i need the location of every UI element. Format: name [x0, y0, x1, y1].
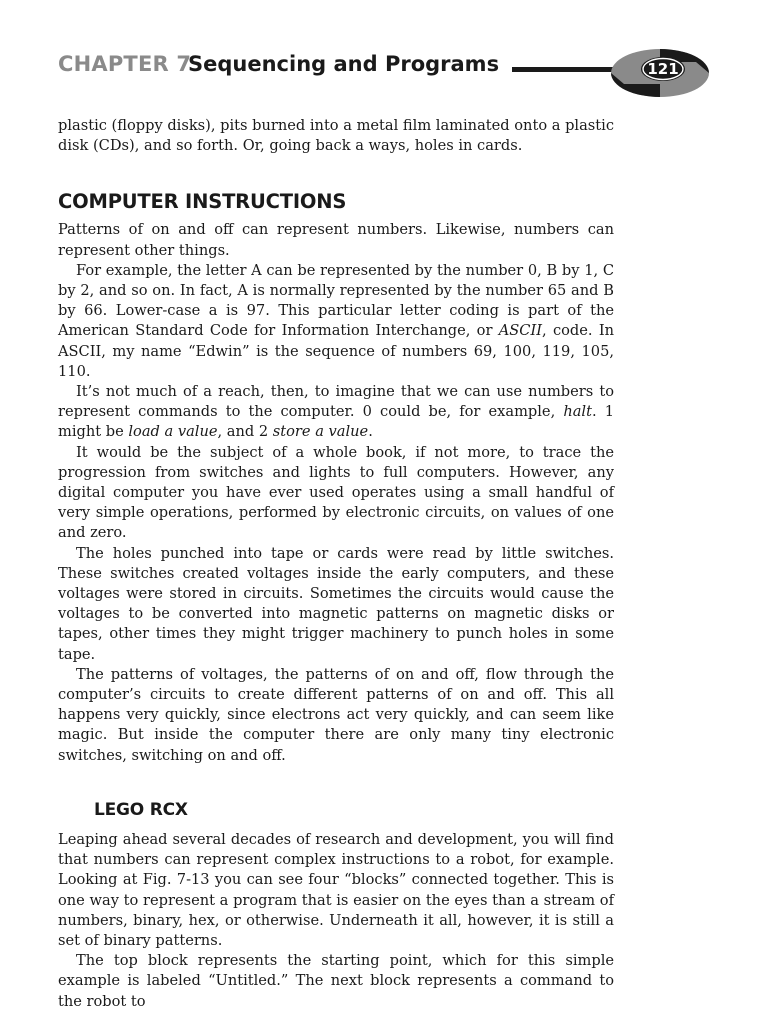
intro-paragraph: plastic (floppy disks), pits burned into a metal film laminated onto a plastic disk (CDs), and so forth. Or, going back a ways, holes in cards. — [58, 117, 614, 155]
text-run: . — [368, 423, 373, 441]
italic-term: load a value — [128, 423, 218, 441]
chapter-title: Sequencing and Programs — [188, 52, 500, 76]
page-number: 121 — [647, 60, 679, 78]
subsection-heading: LEGO RCX — [94, 799, 188, 820]
paragraph — [58, 382, 614, 443]
italic-term: halt — [563, 403, 592, 421]
paragraph: It would be the subject of a whole book, if not more, to trace the progression from switches and lights to full computers. However, any digital computer you have ever used operates using a small handful of very simple operations, performed by electronic circuits, on values of one and zero. — [58, 443, 614, 542]
text-run: , and 2 — [217, 423, 273, 441]
paragraph — [58, 261, 614, 382]
chapter-label: CHAPTER 7 — [58, 52, 192, 76]
paragraph: The patterns of voltages, the patterns of on and off, flow through the computer’s circuits to create different patterns of on and off. This all happens very quickly, since electrons act very quickly, and can seem like magic. But inside the computer there are only many tiny electronic switches, switching on and off. — [58, 665, 614, 764]
paragraph: Patterns of on and off can represent numbers. Likewise, numbers can represent other things. — [58, 221, 614, 259]
section-heading: COMPUTER INSTRUCTIONS — [58, 190, 347, 214]
text-run: . 1 might be — [58, 403, 614, 441]
text-run: It’s not much of a reach, then, to imagine that we can use numbers to represent commands to the computer. 0 could be, for example, — [58, 383, 614, 421]
paragraph: The holes punched into tape or cards were read by little switches. These switches created voltages inside the early computers, and these voltages were stored in circuits. Sometimes the circuits would cause the voltages to be converted into magnetic patterns on magnetic disks or tapes, other times they might trigger machinery to punch holes in some tape. — [58, 544, 614, 663]
italic-term: ASCII — [498, 322, 542, 340]
text-run: For example, the letter A can be represented by the number 0, B by 1, C by 2, and so on. In fact, A is normally represented by the number 65 and B by 66. Lower-case a is 97. This particular letter coding is part of the American Standard Code for Information Interchange, or — [58, 261, 614, 340]
italic-term: store a value — [272, 423, 369, 441]
paragraph: The top block represents the starting point, which for this simple example is labeled “Untitled.” The next block represents a command to the robot to — [58, 952, 614, 1010]
text-run: , code. In ASCII, my name “Edwin” is the sequence of numbers 69, 100, 119, 105, 110. — [58, 322, 614, 380]
page-body — [58, 116, 614, 1012]
running-header — [58, 48, 718, 104]
header-rule — [512, 67, 622, 72]
paragraph: Leaping ahead several decades of research and development, you will find that numbers can represent complex instructions to a robot, for example. Looking at Fig. 7-13 you can see four “blocks” connected together. This is one way to represent a program that is easier on the eyes than a stream of numbers, binary, hex, or otherwise. Underneath it all, however, it is still a set of binary patterns. — [58, 830, 614, 949]
